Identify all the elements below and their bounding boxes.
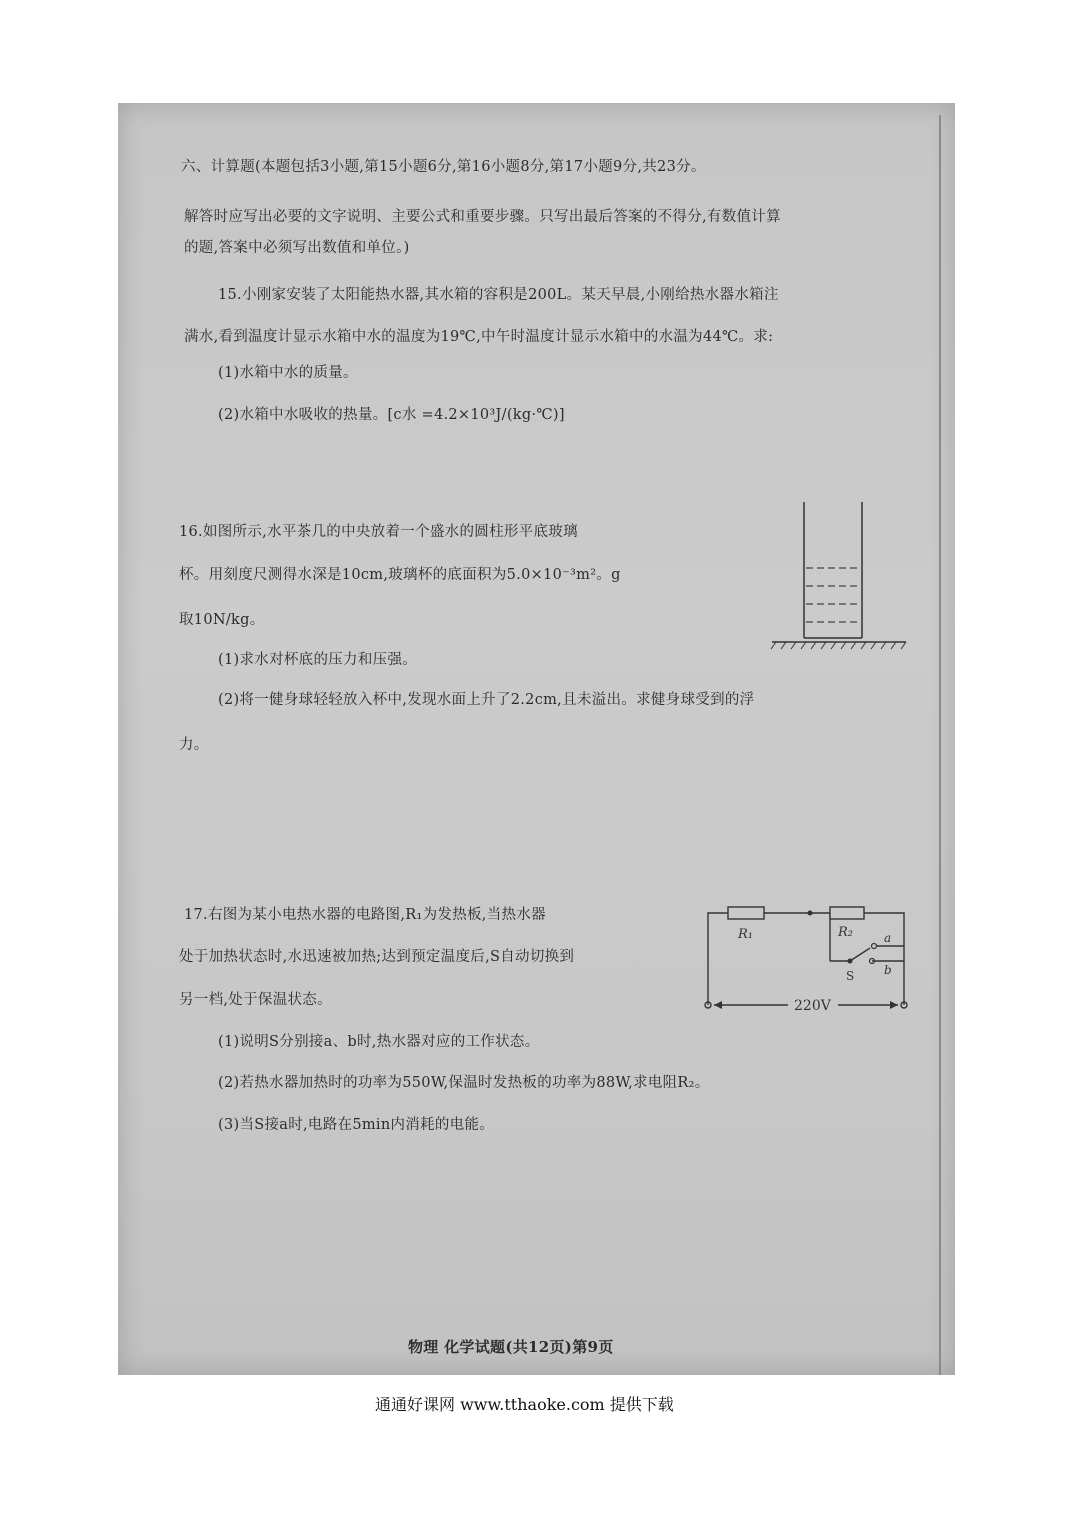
r1-label: R₁ xyxy=(738,927,753,942)
question-17-part-3: (3)当S接a时,电路在5min内消耗的电能。 xyxy=(218,1117,495,1133)
switch-blade xyxy=(850,948,870,961)
contact-a-label: a xyxy=(884,931,892,945)
question-16-text-cont: 杯。用刻度尺测得水深是10cm,玻璃杯的底面积为5.0×10⁻³m²。g xyxy=(179,567,621,583)
question-15-part-2: (2)水箱中水吸收的热量。[c水 =4.2×10³J/(kg·℃)] xyxy=(218,407,565,423)
question-17-part-2: (2)若热水器加热时的功率为550W,保温时发热板的功率为88W,求电阻R₂。 xyxy=(218,1075,710,1091)
question-15-text: 15.小刚家安装了太阳能热水器,其水箱的容积是200L。某天早晨,小刚给热水器水箱注 xyxy=(218,287,779,303)
question-16-part-1: (1)求水对杯底的压力和压强。 xyxy=(218,652,418,668)
section-header-instructions: 解答时应写出必要的文字说明、主要公式和重要步骤。只写出最后答案的不得分,有数值计算 xyxy=(184,209,781,225)
page-footer: 物理 化学试题(共12页)第9页 xyxy=(408,1338,614,1356)
section-header-instructions-end: 的题,答案中必须写出数值和单位。) xyxy=(184,240,410,256)
circuit-diagram xyxy=(698,898,918,1018)
voltage-label: 220V xyxy=(794,998,831,1014)
junction-dot xyxy=(808,911,813,916)
question-17-part-1: (1)说明S分别接a、b时,热水器对应的工作状态。 xyxy=(218,1034,540,1050)
question-16-text-end: 取10N/kg。 xyxy=(179,612,265,628)
question-15-text-cont: 满水,看到温度计显示水箱中水的温度为19℃,中午时温度计显示水箱中的水温为44℃。求: xyxy=(184,329,774,345)
circuit-wire-left xyxy=(708,913,728,1005)
question-15-part-1: (1)水箱中水的质量。 xyxy=(218,365,358,381)
exam-page-photo xyxy=(118,103,955,1375)
question-16-part-2-cont: 力。 xyxy=(179,737,209,753)
resistor-r1 xyxy=(728,907,764,919)
switch-label: S xyxy=(846,969,855,983)
contact-a xyxy=(872,944,877,949)
section-header: 六、计算题(本题包括3小题,第15小题6分,第16小题8分,第17小题9分,共23分。 xyxy=(181,159,706,175)
switch-pivot xyxy=(848,959,853,964)
question-16-part-2: (2)将一健身球轻轻放入杯中,发现水面上升了2.2cm,且未溢出。求健身球受到的浮 xyxy=(218,692,755,708)
contact-b-label: b xyxy=(884,963,892,977)
question-17-text: 17.右图为某小电热水器的电路图,R₁为发热板,当热水器 xyxy=(184,907,546,923)
r2-label: R₂ xyxy=(838,925,853,940)
water-cup-figure xyxy=(770,498,910,658)
site-credit: 通通好课网 www.tthaoke.com 提供下载 xyxy=(375,1395,674,1414)
question-17-text-cont: 处于加热状态时,水迅速被加热;达到预定温度后,S自动切换到 xyxy=(179,949,575,965)
question-17-text-end: 另一档,处于保温状态。 xyxy=(179,992,332,1008)
table-hatching xyxy=(771,642,906,649)
arrow-left-icon xyxy=(714,1001,722,1009)
resistor-r2 xyxy=(830,907,864,919)
question-16-text: 16.如图所示,水平茶几的中央放着一个盛水的圆柱形平底玻璃 xyxy=(179,524,578,540)
arrow-right-icon xyxy=(890,1001,898,1009)
